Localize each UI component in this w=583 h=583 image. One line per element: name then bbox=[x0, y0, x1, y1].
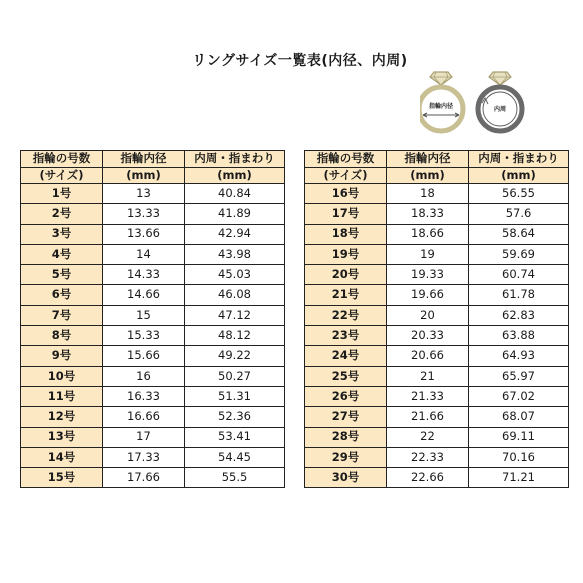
ring-size-cell: 1号 bbox=[21, 184, 103, 204]
diameter-cell: 21 bbox=[387, 366, 469, 386]
ring-size-cell: 5号 bbox=[21, 265, 103, 285]
circumference-cell: 43.98 bbox=[185, 244, 285, 264]
header-size-sub: (サイズ) bbox=[305, 167, 387, 184]
table-row bbox=[305, 407, 569, 427]
circumference-cell: 40.84 bbox=[185, 184, 285, 204]
ring-size-cell: 30号 bbox=[305, 468, 387, 488]
circumference-cell: 57.6 bbox=[469, 204, 569, 224]
circumference-cell: 51.31 bbox=[185, 386, 285, 406]
table-row bbox=[305, 427, 569, 447]
header-circumference-unit: (mm) bbox=[469, 167, 569, 184]
diameter-cell: 15.66 bbox=[103, 346, 185, 366]
ring-size-cell: 10号 bbox=[21, 366, 103, 386]
header-diameter-unit: (mm) bbox=[387, 167, 469, 184]
circumference-cell: 64.93 bbox=[469, 346, 569, 366]
ring-diagram bbox=[420, 68, 530, 138]
table-row bbox=[305, 305, 569, 325]
diamond-icon bbox=[430, 72, 452, 85]
diameter-cell: 20.33 bbox=[387, 326, 469, 346]
circumference-cell: 47.12 bbox=[185, 305, 285, 325]
ring-size-cell: 20号 bbox=[305, 265, 387, 285]
circumference-cell: 55.5 bbox=[185, 468, 285, 488]
circumference-cell: 45.03 bbox=[185, 265, 285, 285]
diameter-cell: 18 bbox=[387, 184, 469, 204]
circumference-cell: 56.55 bbox=[469, 184, 569, 204]
diameter-cell: 14 bbox=[103, 244, 185, 264]
ring-size-table-left bbox=[20, 150, 285, 488]
table-row bbox=[21, 305, 285, 325]
ring-size-cell: 28号 bbox=[305, 427, 387, 447]
ring-size-cell: 8号 bbox=[21, 326, 103, 346]
diameter-cell: 14.33 bbox=[103, 265, 185, 285]
ring-size-cell: 27号 bbox=[305, 407, 387, 427]
circumference-cell: 53.41 bbox=[185, 427, 285, 447]
ring-size-cell: 2号 bbox=[21, 204, 103, 224]
header-circumference: 内周・指まわり bbox=[469, 151, 569, 168]
ring-size-cell: 13号 bbox=[21, 427, 103, 447]
header-diameter-unit: (mm) bbox=[103, 167, 185, 184]
table-row bbox=[21, 326, 285, 346]
ring-size-cell: 21号 bbox=[305, 285, 387, 305]
circumference-cell: 54.45 bbox=[185, 447, 285, 467]
diameter-cell: 13.66 bbox=[103, 224, 185, 244]
table-row bbox=[21, 244, 285, 264]
ring-size-cell: 18号 bbox=[305, 224, 387, 244]
circumference-cell: 49.22 bbox=[185, 346, 285, 366]
circumference-cell: 61.78 bbox=[469, 285, 569, 305]
circumference-cell: 68.07 bbox=[469, 407, 569, 427]
table-row bbox=[21, 285, 285, 305]
ring-size-cell: 29号 bbox=[305, 447, 387, 467]
diameter-cell: 22.66 bbox=[387, 468, 469, 488]
diameter-cell: 14.66 bbox=[103, 285, 185, 305]
diameter-cell: 17.66 bbox=[103, 468, 185, 488]
diamond-icon bbox=[489, 72, 511, 85]
diameter-cell: 21.33 bbox=[387, 386, 469, 406]
header-size: 指輪の号数 bbox=[305, 151, 387, 168]
diameter-cell: 20.66 bbox=[387, 346, 469, 366]
ring-size-cell: 14号 bbox=[21, 447, 103, 467]
ring-size-cell: 11号 bbox=[21, 386, 103, 406]
diameter-cell: 20 bbox=[387, 305, 469, 325]
table-row bbox=[21, 346, 285, 366]
diameter-cell: 17.33 bbox=[103, 447, 185, 467]
diameter-cell: 13 bbox=[103, 184, 185, 204]
diameter-cell: 18.33 bbox=[387, 204, 469, 224]
circumference-cell: 48.12 bbox=[185, 326, 285, 346]
page-title: リングサイズ一覧表(内径、内周) bbox=[192, 53, 408, 69]
diameter-cell: 15.33 bbox=[103, 326, 185, 346]
diameter-cell: 22 bbox=[387, 427, 469, 447]
circumference-cell: 62.83 bbox=[469, 305, 569, 325]
table-row bbox=[21, 204, 285, 224]
table-row bbox=[305, 447, 569, 467]
circumference-cell: 65.97 bbox=[469, 366, 569, 386]
table-row bbox=[305, 366, 569, 386]
ring-diameter-icon bbox=[420, 72, 463, 131]
ring-size-cell: 24号 bbox=[305, 346, 387, 366]
ring-size-cell: 16号 bbox=[305, 184, 387, 204]
header-size-sub: (サイズ) bbox=[21, 167, 103, 184]
diameter-cell: 19.33 bbox=[387, 265, 469, 285]
circumference-cell: 59.69 bbox=[469, 244, 569, 264]
table-row bbox=[305, 184, 569, 204]
ring-size-cell: 9号 bbox=[21, 346, 103, 366]
header-circumference-unit: (mm) bbox=[185, 167, 285, 184]
ring-size-cell: 17号 bbox=[305, 204, 387, 224]
header-size: 指輪の号数 bbox=[21, 151, 103, 168]
table-row bbox=[305, 285, 569, 305]
diameter-label: 指輪内径 bbox=[428, 103, 454, 110]
diameter-cell: 15 bbox=[103, 305, 185, 325]
circumference-cell: 70.16 bbox=[469, 447, 569, 467]
table-body-left bbox=[21, 184, 285, 488]
ring-size-cell: 7号 bbox=[21, 305, 103, 325]
table-row bbox=[305, 244, 569, 264]
circumference-cell: 42.94 bbox=[185, 224, 285, 244]
table-row bbox=[305, 265, 569, 285]
circumference-cell: 63.88 bbox=[469, 326, 569, 346]
circumference-cell: 46.08 bbox=[185, 285, 285, 305]
diameter-cell: 13.33 bbox=[103, 204, 185, 224]
table-row bbox=[21, 386, 285, 406]
table-row bbox=[305, 468, 569, 488]
diameter-cell: 16.66 bbox=[103, 407, 185, 427]
diameter-cell: 19.66 bbox=[387, 285, 469, 305]
circumference-cell: 71.21 bbox=[469, 468, 569, 488]
ring-circumference-icon bbox=[478, 72, 522, 131]
header-diameter: 指輪内径 bbox=[103, 151, 185, 168]
table-row bbox=[305, 326, 569, 346]
ring-size-cell: 15号 bbox=[21, 468, 103, 488]
circumference-cell: 41.89 bbox=[185, 204, 285, 224]
diameter-cell: 17 bbox=[103, 427, 185, 447]
header-diameter: 指輪内径 bbox=[387, 151, 469, 168]
circumference-cell: 50.27 bbox=[185, 366, 285, 386]
ring-size-cell: 4号 bbox=[21, 244, 103, 264]
table-row bbox=[305, 386, 569, 406]
circumference-cell: 52.36 bbox=[185, 407, 285, 427]
diameter-cell: 19 bbox=[387, 244, 469, 264]
circumference-cell: 69.11 bbox=[469, 427, 569, 447]
table-row bbox=[21, 224, 285, 244]
ring-size-cell: 6号 bbox=[21, 285, 103, 305]
table-row bbox=[305, 346, 569, 366]
diameter-cell: 22.33 bbox=[387, 447, 469, 467]
header-circumference: 内周・指まわり bbox=[185, 151, 285, 168]
table-row bbox=[21, 447, 285, 467]
ring-size-cell: 12号 bbox=[21, 407, 103, 427]
table-row bbox=[21, 366, 285, 386]
circumference-label: 内周 bbox=[493, 106, 507, 113]
diameter-cell: 18.66 bbox=[387, 224, 469, 244]
table-row bbox=[21, 184, 285, 204]
table-body-right bbox=[305, 184, 569, 488]
circumference-cell: 60.74 bbox=[469, 265, 569, 285]
ring-size-cell: 26号 bbox=[305, 386, 387, 406]
table-row bbox=[21, 468, 285, 488]
circumference-cell: 58.64 bbox=[469, 224, 569, 244]
ring-size-cell: 22号 bbox=[305, 305, 387, 325]
diameter-cell: 16 bbox=[103, 366, 185, 386]
ring-size-cell: 25号 bbox=[305, 366, 387, 386]
table-row bbox=[305, 204, 569, 224]
ring-size-cell: 19号 bbox=[305, 244, 387, 264]
table-row bbox=[21, 407, 285, 427]
circumference-cell: 67.02 bbox=[469, 386, 569, 406]
diameter-cell: 16.33 bbox=[103, 386, 185, 406]
table-row bbox=[305, 224, 569, 244]
ring-size-cell: 3号 bbox=[21, 224, 103, 244]
ring-size-table-right bbox=[304, 150, 569, 488]
diameter-cell: 21.66 bbox=[387, 407, 469, 427]
table-row bbox=[21, 265, 285, 285]
table-row bbox=[21, 427, 285, 447]
ring-size-cell: 23号 bbox=[305, 326, 387, 346]
